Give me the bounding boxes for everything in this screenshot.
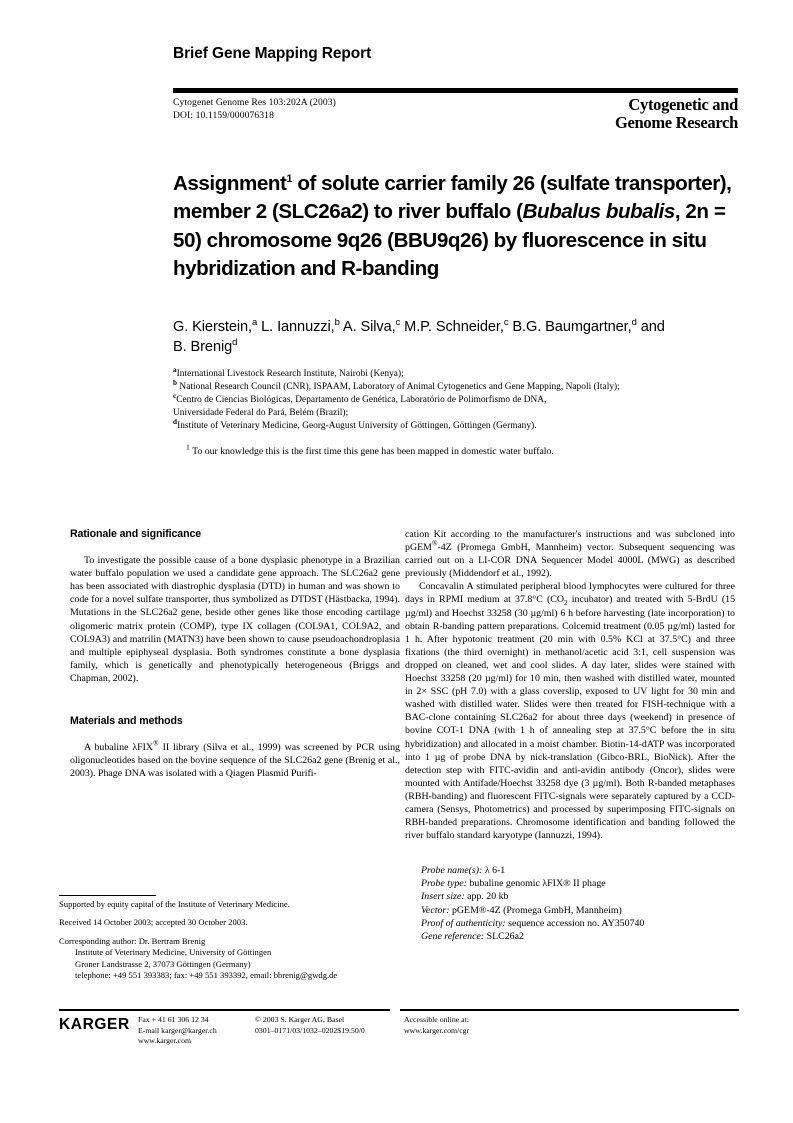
probe-info-value: bubaline genomic λFIX® II phage	[466, 878, 606, 890]
footer-online-label: Accessible online at:	[404, 1015, 469, 1024]
paragraph-methods-continued	[405, 528, 735, 580]
author: L. Iannuzzi,	[257, 319, 335, 335]
author: G. Kierstein,	[173, 319, 252, 335]
section-label: Brief Gene Mapping Report	[173, 45, 372, 62]
footer-copyright-block	[255, 1015, 405, 1036]
author: A. Silva,	[339, 319, 396, 335]
paragraph-rationale: To investigate the possible cause of a bone dysplasic phenotype in a Brazilian water buffalo population we used a candidate gene approach. The SLC26a2 gene has been associated with diastrophic dysplasia (DTD) in human and was shown to code for a novel sulfate transporter, thus symbolized as DTDST (Hästbacka, 1994). Mutations in the SLC26a2 gene, beside other genes like those encoding cartilage oligomeric matrix protein (COMP), type IX collagen (COL9A1, COL9A2, and COL9A3) and matrilin (MATN3) have been shown to cause pseudoachondroplasia and multiple epiphyseal dysplasia. Both syndromes constitute a bone dysplasia family, which is genetically and phenotypically heterogeneous (Briggs and Chapman, 2002).	[70, 555, 400, 684]
author-affiliation-mark: c	[395, 317, 401, 329]
affiliation-text: Centro de Ciencias Biológicas, Departamento de Genética, Laboratório de Polimorfismo de DNA,	[176, 394, 547, 405]
citation-line-journal: Cytogenet Genome Res 103:202A (2003)	[173, 97, 336, 108]
footnote-received: Received 14 October 2003; accepted 30 October 2003.	[59, 917, 248, 928]
footnote-support: Supported by equity capital of the Institute of Veterinary Medicine.	[59, 899, 290, 909]
citation-line-doi: DOI: 10.1159/000076318	[173, 109, 274, 121]
title-part-3: , 2n = 50) chromosome 9q26 (BBU9q26) by fluorescence in situ hybridization and R-banding	[173, 200, 726, 281]
probe-info-value: app. 20 kb	[464, 891, 509, 903]
affiliation-text: National Research Council (CNR), ISPAAM, Laboratory of Animal Cytogenetics and Gene Mapping, Napoli (Italy);	[177, 381, 620, 392]
footer-divider-right	[400, 1009, 739, 1011]
title-footnote-number: 1	[186, 442, 190, 452]
affiliation-mark: c	[173, 391, 177, 400]
probe-info-row	[421, 904, 735, 917]
probe-info-label: Gene reference:	[421, 930, 485, 942]
right-column	[405, 528, 735, 943]
journal-logo	[615, 96, 738, 131]
methods-text-b: -4Z (Promega GmbH, Mannheim) vector. Subsequent sequencing was carried out on a LI-COR DNA Sequencer Model 4000L (MWG) as described previously (Middendorf et al., 1992).	[405, 542, 735, 580]
author-affiliation-mark: d	[232, 337, 238, 349]
footnote-corresponding-author	[59, 936, 404, 982]
title-species: Bubalus bubalis	[522, 200, 675, 224]
probe-info-value: SLC26a2	[484, 930, 524, 942]
author-affiliation-mark: b	[334, 317, 340, 329]
title-part-2: of solute carrier family 26 (sulfate transporter), member 2 (SLC26a2) to river buffalo (	[173, 171, 732, 224]
footer-divider-left	[59, 1009, 390, 1011]
author: M.P. Schneider,	[400, 319, 504, 335]
registered-trademark-icon: ®	[431, 538, 438, 548]
probe-info-label: Probe type:	[421, 878, 467, 890]
probe-info-row	[421, 917, 735, 930]
author-affiliation-mark: d	[631, 317, 637, 329]
affiliation-mark: a	[173, 365, 177, 374]
corresponding-author-label: Corresponding author: Dr. Bertram Brenig	[59, 935, 206, 946]
journal-logo-line2: Genome Research	[614, 112, 738, 132]
title-part-1: Assignment	[173, 171, 287, 195]
probe-info-value: pGEM®-4Z (Promega GmbH, Mannheim)	[449, 904, 622, 916]
citation-block	[173, 97, 336, 122]
heading-rationale-and-significance: Rationale and significance	[70, 528, 202, 540]
affiliation-item	[173, 407, 748, 420]
paragraph-cell-culture	[405, 580, 735, 842]
culture-text-b: incubator) and treated with 5-BrdU (15 µg/ml) and Hoechst 33258 (30 µg/ml) 6 h before harvesting (late incorporation) to obtain R-banding pattern preparations. Colcemid treatment (0.05 µg/ml) lasted for 1 h. After hypotonic treatment (20 min with 0.5% KCl at 37.5°C) and three fixations (the third overnight) in methanol/acetic acid 3:1, cell suspension was dropped on cleaned, wet and cool slides. A day later, slides were stained with Hoechst 33258 (20 µg/ml) for 10 min, then washed with distilled water, mounted in 2× SSC (pH 7.0) with a glass coverslip, exposed to UV light for 30 min and washed with distilled water. Slides were then treated for FISH-technique with a BAC-clone containing SLC26a2 for about three days (weekend) in presence of bovine COT-1 DNA (with 1 h of annealing step at 37.5°C before the in situ hybridization) and allocated in a moist chamber. Biotin-14-dATP was incorporated into 1 µg of probe DNA by nick-translation (Gibco-BRL, BioNick). After the detection step with FITC-avidin and anti-avidin antibody (Oncor), slides were mounted with Antifade/Hoechst 33258 dye (3 µg/ml). Both R-banded metaphases (RBH-banding) and fluorescent FITC-signals were separately captured by a CCD-camera (Sensys, Photometrics) and processed by superimposing FITC-signals on RBH-banded preparations. Chromosome identification and banding followed the river buffalo standard karyotype (Iannuzzi, 1994).	[405, 594, 736, 842]
affiliation-item	[173, 365, 748, 381]
probe-info-value: λ 6-1	[482, 865, 506, 877]
article-title	[173, 170, 739, 284]
probe-info-label: Insert size:	[421, 891, 465, 903]
footer-email[interactable]: E-mail karger@karger.ch	[138, 1025, 217, 1035]
materials-text-a: A bubaline λFIX	[84, 742, 154, 754]
materials-text-b: II library (Silva et al., 1999) was screened by PCR using oligonucleotides based on the bovine sequence of the SLC26a2 gene (Brenig et al., 2003). Phage DNA was isolated with a Qiagen Plasmid Purifi-	[70, 742, 400, 780]
footer-fax: Fax + 41 61 306 12 34	[138, 1015, 209, 1024]
title-footnote-text: To our knowledge this is the first time this gene has been mapped in domestic water buffalo.	[189, 446, 554, 457]
author-affiliation-mark: a	[252, 317, 258, 329]
affiliation-text: Institute of Veterinary Medicine, Georg-August University of Göttingen, Göttingen (Germany).	[177, 420, 537, 431]
masthead-divider	[173, 88, 738, 93]
footnote-block	[59, 899, 404, 981]
probe-info-row	[421, 890, 735, 903]
probe-info-label: Vector:	[421, 904, 450, 916]
title-footnote-marker: 1	[286, 172, 293, 185]
author: B. Brenig	[173, 339, 233, 355]
author-conjunction: and	[636, 319, 665, 335]
footer-copyright: © 2003 S. Karger AG, Basel	[255, 1015, 345, 1024]
methods-text-a: cation Kit according to the manufacturer's instructions and was subcloned into pGEM	[405, 529, 735, 554]
affiliation-mark: b	[173, 378, 178, 387]
probe-info-row	[421, 877, 735, 890]
journal-logo-line1: Cytogenetic and	[628, 95, 738, 114]
corresponding-author-institute: Institute of Veterinary Medicine, University of Göttingen	[75, 947, 272, 958]
author-list	[173, 317, 743, 357]
footer-online-url[interactable]: www.karger.com/cgr	[404, 1025, 470, 1035]
footer-website[interactable]: www.karger.com	[138, 1036, 192, 1046]
affiliation-mark: d	[173, 417, 178, 426]
footer-issn: 0301–0171/03/1032–0202$19.50/0	[255, 1025, 365, 1035]
probe-info-label: Proof of authenticity:	[421, 917, 506, 929]
registered-trademark-icon: ®	[153, 738, 159, 748]
corresponding-author-contact: telephone: +49 551 393383; fax: +49 551 393392, email: bbrenig@gwdg.de	[75, 970, 338, 981]
affiliation-item	[173, 391, 748, 407]
probe-info-row	[421, 930, 735, 943]
probe-info-value: sequence accession no. AY350740	[505, 917, 645, 929]
subscript-two: 2	[563, 598, 568, 608]
affiliation-item	[173, 417, 748, 433]
left-column	[70, 528, 400, 780]
affiliation-text: International Livestock Research Institute, Nairobi (Kenya);	[176, 369, 404, 379]
probe-info-label: Probe name(s):	[421, 865, 483, 877]
author: B.G. Baumgartner,	[508, 319, 632, 335]
affiliation-item	[173, 378, 748, 394]
author-affiliation-mark: c	[503, 317, 509, 329]
affiliation-list	[173, 365, 748, 433]
probe-info-block	[421, 864, 735, 943]
footer-contact-block	[138, 1015, 258, 1047]
paragraph-materials	[70, 738, 400, 780]
culture-text-a: Concavalin A stimulated peripheral blood lymphocytes were cultured for three days in RPMI medium at 37.8°C (CO	[405, 581, 735, 606]
footnote-divider	[59, 895, 156, 896]
karger-logo: KARGER	[59, 1016, 130, 1033]
heading-materials-and-methods: Materials and methods	[70, 715, 183, 728]
corresponding-author-address: Groner Landstrasse 2, 37073 Göttingen (Germany)	[75, 958, 251, 969]
title-footnote	[186, 442, 746, 458]
affiliation-text: Universidade Federal do Pará, Belém (Brazil);	[173, 407, 349, 418]
footer-online-block	[404, 1015, 604, 1036]
probe-info-row	[421, 864, 735, 877]
